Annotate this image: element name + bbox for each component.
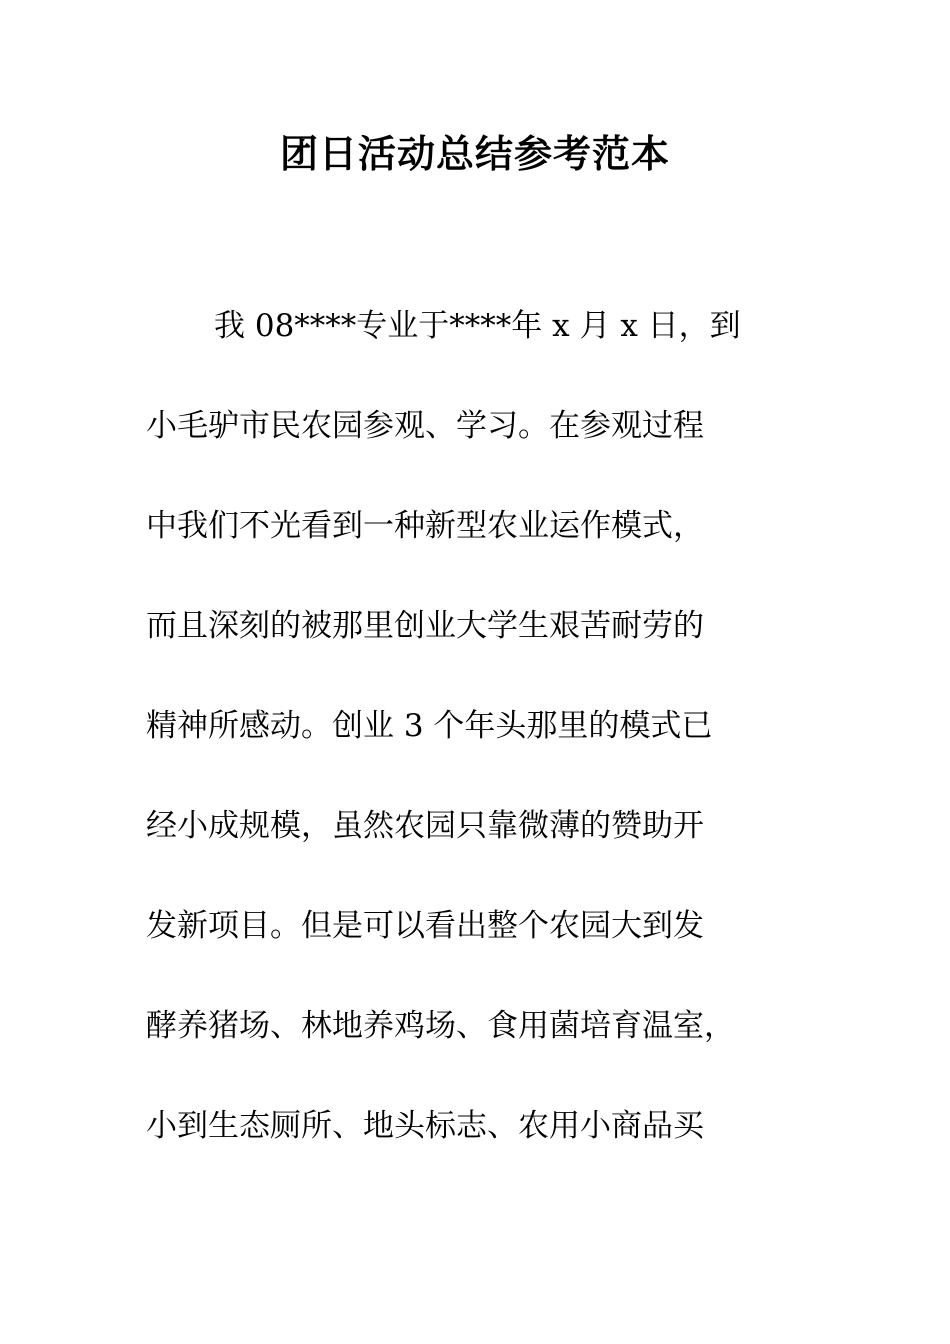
paragraph-line: 酵养猪场、林地养鸡场、食用菌培育温室， <box>146 1008 735 1044</box>
paragraph-line: 小到生态厕所、地头标志、农用小商品买 <box>146 1108 704 1144</box>
paragraph-line: 我 08****专业于****年 x 月 x 日，到 <box>214 308 741 344</box>
document-title: 团日活动总结参考范本 <box>279 131 670 176</box>
paragraph-line: 而且深刻的被那里创业大学生艰苦耐劳的 <box>146 608 704 644</box>
paragraph-line: 小毛驴市民农园参观、学习。在参观过程 <box>146 408 704 444</box>
paragraph-line: 发新项目。但是可以看出整个农园大到发 <box>146 908 704 944</box>
paragraph-line: 经小成规模，虽然农园只靠微薄的赞助开 <box>146 808 704 844</box>
paragraph-line: 中我们不光看到一种新型农业运作模式， <box>146 508 704 544</box>
paragraph-line: 精神所感动。创业 3 个年头那里的模式已 <box>146 708 713 744</box>
